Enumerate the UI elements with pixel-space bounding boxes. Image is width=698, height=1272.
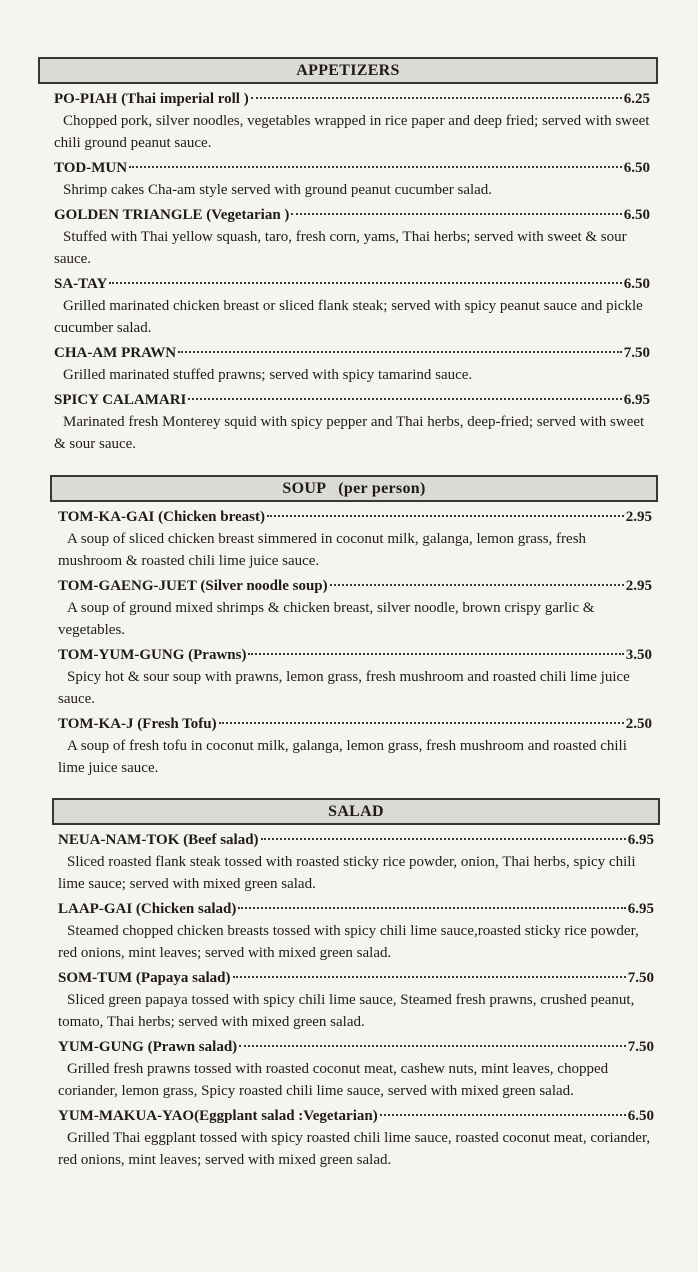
item-price: 7.50 bbox=[627, 1039, 654, 1055]
section-salad bbox=[52, 798, 660, 1174]
section-header bbox=[50, 475, 658, 502]
item-name: NEUA-NAM-TOK (Beef salad) bbox=[58, 832, 259, 848]
item-description: Sliced green papaya tossed with spicy chili lime sauce, Steamed fresh prawns, crushed peanut, tomato, Thai herbs; served with mixed green salad. bbox=[58, 992, 635, 1030]
item-price: 6.50 bbox=[627, 1108, 654, 1124]
menu-item bbox=[58, 898, 654, 964]
item-name: GOLDEN TRIANGLE (Vegetarian ) bbox=[54, 207, 290, 223]
item-description: Grilled marinated chicken breast or sliced flank steak; served with spicy peanut sauce and pickle cucumber salad. bbox=[54, 298, 643, 336]
menu-item bbox=[54, 157, 650, 201]
item-name: LAAP-GAI (Chicken salad) bbox=[58, 901, 237, 917]
item-name: PO-PIAH (Thai imperial roll ) bbox=[54, 91, 249, 107]
menu-item bbox=[54, 389, 650, 455]
item-price: 3.50 bbox=[625, 647, 652, 663]
menu-item bbox=[54, 88, 650, 154]
item-price: 6.50 bbox=[623, 276, 650, 292]
section-title: APPETIZERS bbox=[296, 61, 400, 79]
item-description: Steamed chopped chicken breasts tossed with spicy chili lime sauce,roasted sticky rice powder, red onions, mint leaves; served with mixed green salad. bbox=[58, 923, 639, 961]
menu-item bbox=[58, 1036, 654, 1102]
item-description: A soup of fresh tofu in coconut milk, galanga, lemon grass, fresh mushroom and roasted chili lime juice sauce. bbox=[58, 738, 627, 776]
menu-item bbox=[54, 204, 650, 270]
section-soup bbox=[50, 475, 658, 782]
menu-item bbox=[58, 713, 652, 779]
item-price: 7.50 bbox=[623, 345, 650, 361]
section-appetizers bbox=[38, 57, 658, 458]
item-price: 2.95 bbox=[625, 578, 652, 594]
item-description: Grilled Thai eggplant tossed with spicy roasted chili lime sauce, roasted coconut meat, coriander, red onions, mint leaves; served with mixed green salad. bbox=[58, 1130, 651, 1168]
section-title: SOUP (per person) bbox=[282, 479, 426, 497]
item-description: Chopped pork, silver noodles, vegetables wrapped in rice paper and deep fried; served with sweet chili ground peanut sauce. bbox=[54, 113, 650, 151]
item-name: SPICY CALAMARI bbox=[54, 392, 187, 408]
menu-item bbox=[58, 829, 654, 895]
item-description: A soup of sliced chicken breast simmered in coconut milk, galanga, lemon grass, fresh mushroom & roasted chili lime juice sauce. bbox=[58, 531, 587, 569]
section-header bbox=[52, 798, 660, 825]
item-list bbox=[50, 506, 658, 779]
item-name: TOD-MUN bbox=[54, 160, 128, 176]
item-description: Shrimp cakes Cha-am style served with ground peanut cucumber salad. bbox=[63, 182, 493, 198]
item-price: 6.50 bbox=[623, 207, 650, 223]
menu-item bbox=[58, 575, 652, 641]
item-description: Sliced roasted flank steak tossed with roasted sticky rice powder, onion, Thai herbs, spicy chili lime sauce; served with mixed green salad. bbox=[58, 854, 636, 892]
item-name: SOM-TUM (Papaya salad) bbox=[58, 970, 231, 986]
section-title: SALAD bbox=[328, 802, 384, 820]
item-name: CHA-AM PRAWN bbox=[54, 345, 177, 361]
item-description: Marinated fresh Monterey squid with spicy pepper and Thai herbs, deep-fried; served with sweet & sour sauce. bbox=[54, 414, 645, 452]
menu-item bbox=[58, 1105, 654, 1171]
item-description: Grilled marinated stuffed prawns; served with spicy tamarind sauce. bbox=[63, 367, 473, 383]
item-name: YUM-GUNG (Prawn salad) bbox=[58, 1039, 238, 1055]
section-header bbox=[38, 57, 658, 84]
item-price: 6.95 bbox=[627, 901, 654, 917]
item-name: YUM-MAKUA-YAO(Eggplant salad :Vegetarian) bbox=[58, 1108, 378, 1124]
menu-item bbox=[58, 967, 654, 1033]
item-description: Spicy hot & sour soup with prawns, lemon grass, fresh mushroom and roasted chili lime juice sauce. bbox=[58, 669, 630, 707]
item-price: 6.25 bbox=[623, 91, 650, 107]
item-list bbox=[52, 829, 660, 1171]
item-price: 2.95 bbox=[625, 509, 652, 525]
item-name: TOM-GAENG-JUET (Silver noodle soup) bbox=[58, 578, 328, 594]
item-description: Grilled fresh prawns tossed with roasted coconut meat, cashew nuts, mint leaves, chopped coriander, lemon grass, Spicy roasted chili lime sauce, served with mixed green salad. bbox=[58, 1061, 609, 1099]
item-price: 2.50 bbox=[625, 716, 652, 732]
item-price: 6.95 bbox=[623, 392, 650, 408]
menu-item bbox=[58, 506, 652, 572]
item-description: Stuffed with Thai yellow squash, taro, fresh corn, yams, Thai herbs; served with sweet & sour sauce. bbox=[54, 229, 627, 267]
item-name: TOM-YUM-GUNG (Prawns) bbox=[58, 647, 247, 663]
item-name: TOM-KA-J (Fresh Tofu) bbox=[58, 716, 217, 732]
item-price: 6.95 bbox=[627, 832, 654, 848]
menu-item bbox=[54, 342, 650, 386]
item-name: SA-TAY bbox=[54, 276, 108, 292]
menu-item bbox=[58, 644, 652, 710]
item-price: 6.50 bbox=[623, 160, 650, 176]
item-list bbox=[38, 88, 658, 455]
item-description: A soup of ground mixed shrimps & chicken breast, silver noodle, brown crispy garlic & vegetables. bbox=[58, 600, 595, 638]
item-price: 7.50 bbox=[627, 970, 654, 986]
item-name: TOM-KA-GAI (Chicken breast) bbox=[58, 509, 265, 525]
menu-item bbox=[54, 273, 650, 339]
